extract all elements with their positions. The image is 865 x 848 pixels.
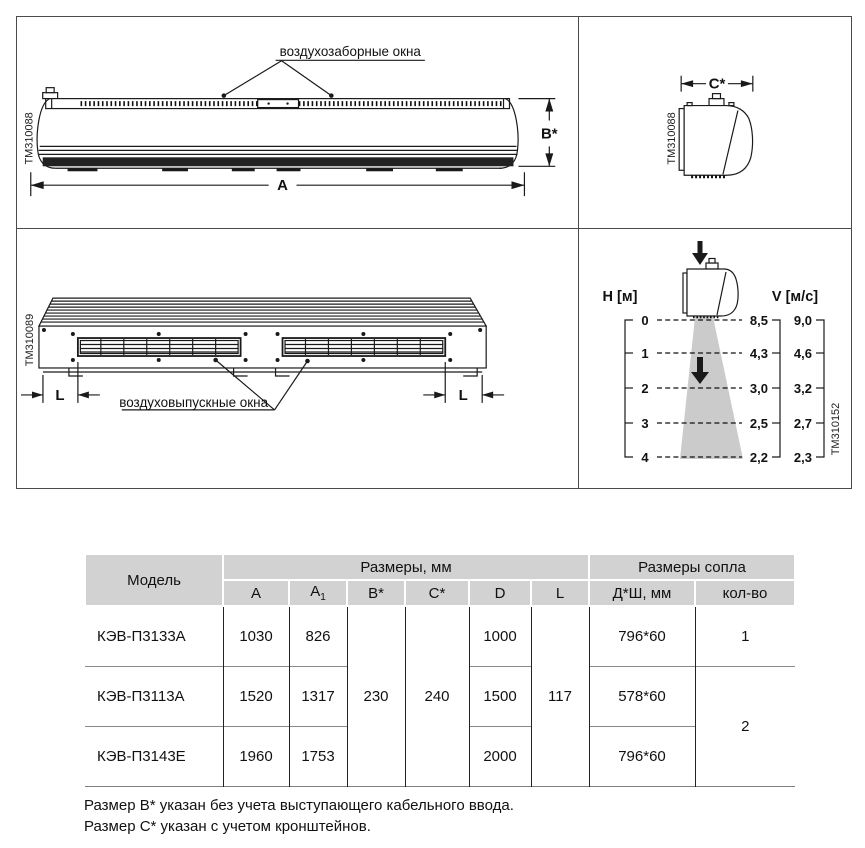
dimension-b — [518, 99, 557, 167]
svg-text:3,0: 3,0 — [749, 381, 768, 396]
base-and-tabs — [43, 368, 482, 376]
svg-text:1: 1 — [641, 346, 649, 361]
footnotes — [84, 795, 514, 837]
airflow-diagram — [579, 229, 851, 488]
inlet-arrow-icon — [692, 241, 708, 265]
col-header-l: L — [531, 580, 589, 606]
air-outlet-callout: воздуховыпускные окна — [119, 394, 269, 410]
dimension-a — [31, 172, 525, 196]
value-b-merged: 230 — [347, 606, 405, 786]
dim-b-label: B* — [541, 125, 558, 143]
col-header-a1: $A_1$ — [289, 580, 347, 606]
unit-side-profile — [679, 94, 752, 177]
svg-text:2,2: 2,2 — [749, 450, 768, 465]
drawing-stamp: ТМ310088 — [23, 112, 36, 165]
top-ribbed-surface — [39, 298, 486, 326]
footnote-b: Размер В* указан без учета выступающего кабельного ввода. — [84, 797, 514, 814]
value-c-merged: 240 — [405, 606, 469, 786]
footnote-c: Размер С* указан с учетом кронштейнов. — [84, 818, 371, 835]
svg-text:2,5: 2,5 — [749, 416, 768, 431]
leader-dot — [222, 93, 227, 98]
velocity-scale-1 — [750, 313, 780, 465]
dimensions-table — [84, 553, 796, 787]
col-header-c: C* — [405, 580, 469, 606]
airflow-panel — [579, 229, 851, 488]
col-header-qty: кол-во — [695, 580, 795, 606]
col-header-nozzle-size: Д*Ш, мм — [589, 580, 695, 606]
dim-a-label: A — [277, 177, 288, 195]
drawing-stamp: ТМ310088 — [666, 112, 679, 165]
col-group-dimensions: Размеры, мм — [223, 554, 589, 580]
svg-text:2,7: 2,7 — [793, 416, 812, 431]
col-group-nozzle: Размеры сопла — [589, 554, 795, 580]
value-a1: 1753 — [289, 726, 347, 786]
value-a: 1960 — [223, 726, 289, 786]
bottom-view-drawing — [17, 229, 578, 488]
dim-c-label: C* — [708, 75, 726, 93]
height-scale — [625, 313, 649, 465]
callout-leader-left — [224, 61, 282, 96]
svg-text:4,3: 4,3 — [749, 346, 768, 361]
value-nozzle: 796*60 — [589, 726, 695, 786]
dim-l-right-label: L — [458, 386, 468, 404]
col-header-b: B* — [347, 580, 405, 606]
value-l-merged: 117 — [531, 606, 589, 786]
side-view-drawing — [579, 17, 851, 228]
cable-gland — [43, 88, 58, 99]
value-a1: 826 — [289, 606, 347, 666]
value-a: 1520 — [223, 666, 289, 726]
value-a1: 1317 — [289, 666, 347, 726]
velocity-scale-2 — [794, 313, 824, 465]
drawing-stamp: ТМ310152 — [830, 402, 842, 456]
value-nozzle: 796*60 — [589, 606, 695, 666]
svg-text:8,5: 8,5 — [749, 313, 768, 328]
leader-dot — [329, 93, 334, 98]
value-d: 2000 — [469, 726, 531, 786]
drawing-stamp: ТМ310089 — [23, 313, 36, 367]
svg-text:4: 4 — [641, 450, 649, 465]
svg-text:2: 2 — [641, 381, 649, 396]
value-qty: 1 — [695, 606, 795, 666]
air-intake-callout: воздухозаборные окна — [279, 43, 421, 59]
model-name: КЭВ-П3113А — [85, 666, 223, 726]
svg-text:2,3: 2,3 — [793, 450, 812, 465]
value-d: 1500 — [469, 666, 531, 726]
side-view-panel — [579, 17, 851, 229]
bottom-louver-band — [43, 157, 514, 166]
svg-text:3: 3 — [641, 416, 649, 431]
unit-glyph — [683, 241, 738, 317]
dimension-c — [681, 76, 753, 93]
model-name: КЭВ-П3143Е — [85, 726, 223, 786]
bottom-view-panel — [17, 229, 579, 488]
svg-text:0: 0 — [641, 313, 649, 328]
model-name: КЭВ-П3133А — [85, 606, 223, 666]
col-header-model: Модель — [85, 554, 223, 606]
front-view-panel — [17, 17, 579, 229]
col-header-d: D — [469, 580, 531, 606]
front-view-drawing — [17, 17, 578, 228]
svg-text:4,6: 4,6 — [793, 346, 812, 361]
dim-l-left-label: L — [55, 386, 65, 404]
center-plate — [258, 100, 299, 108]
leader-dot — [213, 358, 218, 363]
height-axis-label: H [м] — [602, 289, 638, 305]
callout-leader-right — [282, 61, 332, 96]
value-a: 1030 — [223, 606, 289, 666]
col-header-a: A — [223, 580, 289, 606]
table-row — [85, 606, 795, 666]
value-qty-merged: 2 — [695, 666, 795, 786]
front-face — [39, 326, 486, 368]
velocity-axis-label: V [м/с] — [771, 289, 819, 305]
technical-drawings — [16, 16, 852, 489]
value-d: 1000 — [469, 606, 531, 666]
leader-dot — [305, 359, 310, 364]
unit-body — [37, 99, 518, 172]
value-nozzle: 578*60 — [589, 666, 695, 726]
svg-text:3,2: 3,2 — [793, 381, 812, 396]
svg-text:9,0: 9,0 — [793, 313, 812, 328]
